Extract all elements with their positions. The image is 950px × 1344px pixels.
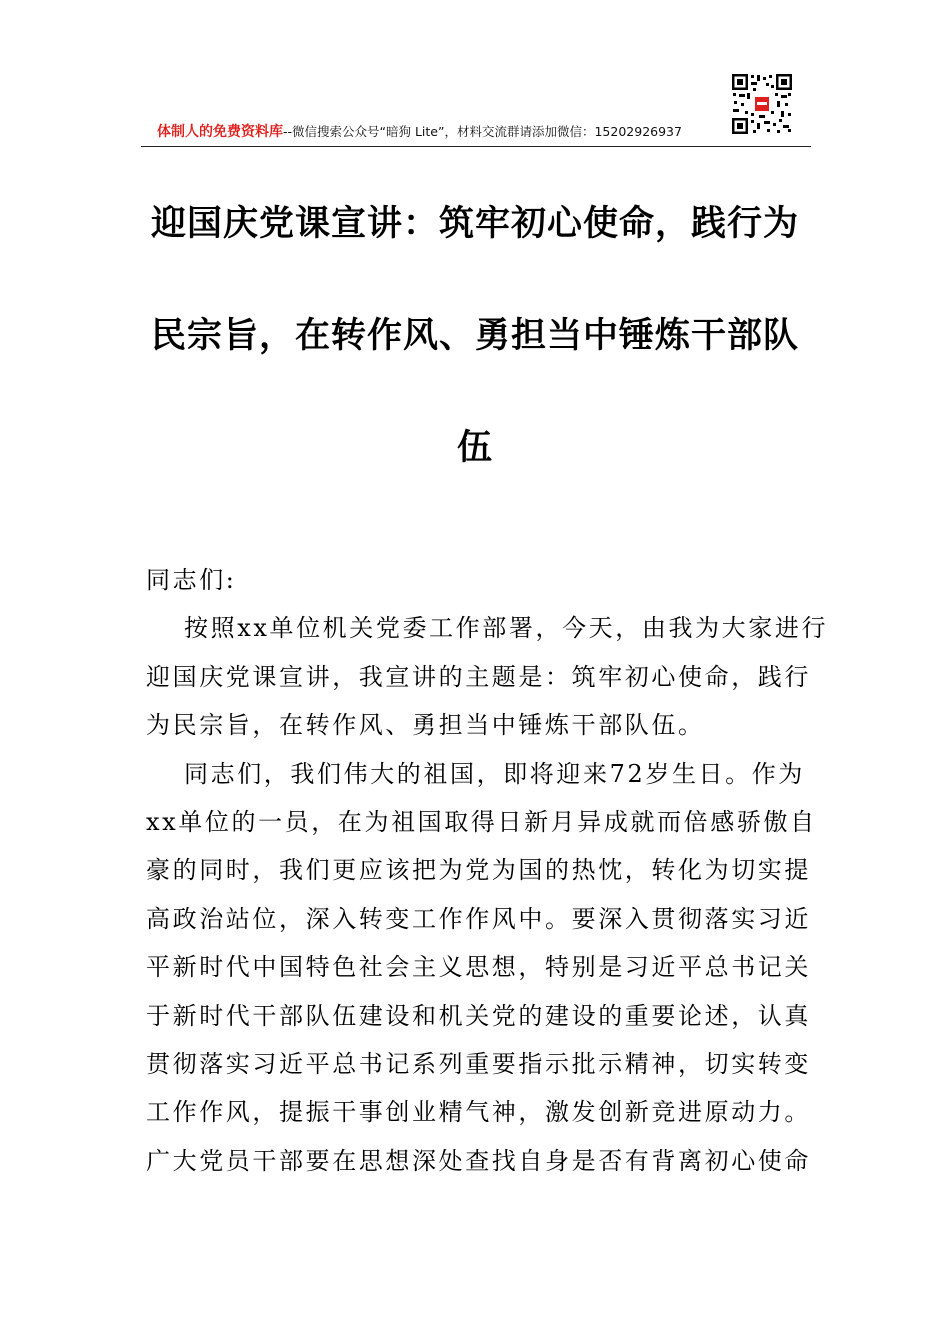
body-line: 贯彻落实习近平总书记系列重要指示批示精神，切实转变 — [146, 1049, 811, 1078]
body-line: 按照xx单位机关党委工作部署，今天，由我为大家进行 — [184, 614, 829, 643]
body-line: 为民宗旨，在转作风、勇担当中锤炼干部队伍。 — [146, 711, 705, 740]
header-note: --微信搜索公众号“暗狗 Lite”，材料交流群请添加微信：15202926937 — [283, 124, 682, 139]
body-line: 广大党员干部要在思想深处查找自身是否有背离初心使命 — [146, 1146, 811, 1175]
title-line: 伍 — [456, 427, 493, 468]
body-line: xx单位的一员，在为祖国取得日新月异成就而倍感骄傲自 — [146, 807, 817, 836]
document-title — [140, 168, 810, 504]
title-line: 迎国庆党课宣讲：筑牢初心使命，践行为 — [150, 203, 799, 244]
body-line: 工作作风，提振干事创业精气神，激发创新竞进原动力。 — [146, 1098, 811, 1127]
body-line: 高政治站位，深入转变工作作风中。要深入贯彻落实习近 — [146, 904, 811, 933]
brand-label: 体制人的免费资料库 — [157, 124, 283, 140]
body-line: 同志们，我们伟大的祖国，即将迎来72岁生日。作为 — [184, 759, 805, 788]
body-line: 迎国庆党课宣讲，我宣讲的主题是：筑牢初心使命，践行 — [146, 662, 811, 691]
body-line: 于新时代干部队伍建设和机关党的建设的重要论述，认真 — [146, 1001, 811, 1030]
salutation: 同志们: — [146, 566, 237, 594]
page-header — [141, 118, 811, 147]
body-line: 豪的同时，我们更应该把为党为国的热忱，转化为切实提 — [146, 856, 811, 885]
body-line: 平新时代中国特色社会主义思想，特别是习近平总书记关 — [146, 953, 811, 982]
title-line: 民宗旨，在转作风、勇担当中锤炼干部队 — [150, 315, 799, 356]
document-body — [146, 556, 829, 1185]
header-text — [157, 124, 682, 140]
